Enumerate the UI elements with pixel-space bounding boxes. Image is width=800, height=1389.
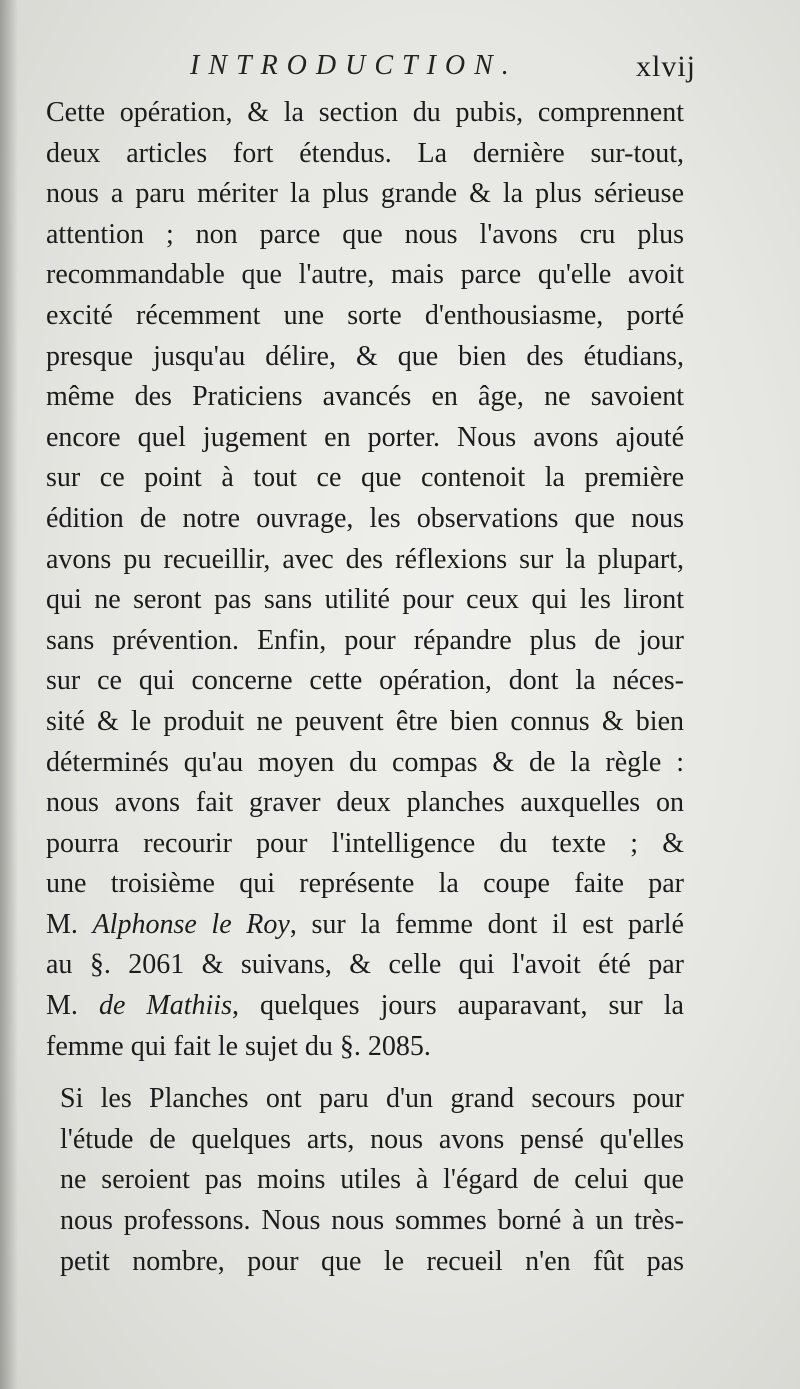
paragraph-2 (46, 1079, 684, 1282)
text-line: nous professons. Nous nous sommes borné à un très- (60, 1205, 684, 1237)
line-prefix: M. (46, 990, 99, 1022)
text-line: même des Praticiens avancés en âge, ne savoient (46, 381, 684, 413)
text-line: au §. 2061 & suivans, & celle qui l'avoit été par (46, 949, 684, 981)
text-line (46, 986, 684, 1027)
text-line: encore quel jugement en porter. Nous avons ajouté (46, 421, 684, 453)
text-line: sans prévention. Enfin, pour répandre plus de jour (46, 624, 684, 656)
text-line (46, 905, 684, 946)
text-line: pourra recourir pour l'intelligence du texte ; & (46, 827, 684, 859)
text-line: qui ne seront pas sans utilité pour ceux qui les liront (46, 584, 684, 616)
text-line: ne seroient pas moins utiles à l'égard de celui que (60, 1164, 684, 1196)
page-number: xlvij (635, 50, 696, 83)
person-name-italic: Alphonse le Roy (92, 908, 290, 940)
person-name-italic: de Mathiis (98, 990, 232, 1022)
line-suffix: , quelques jours auparavant, sur la (231, 990, 684, 1022)
text-line: recommandable que l'autre, mais parce qu'elle avoit (46, 259, 684, 291)
text-line: Si les Planches ont paru d'un grand secours pour (60, 1083, 684, 1115)
text-line: déterminés qu'au moyen du compas & de la règle : (46, 746, 684, 778)
paragraph-1 (46, 93, 684, 1067)
text-line: nous a paru mériter la plus grande & la plus sérieuse (46, 178, 684, 210)
line-prefix: M. (46, 908, 93, 940)
text-line: l'étude de quelques arts, nous avons pensé qu'elles (60, 1123, 684, 1155)
text-line: Cette opération, & la section du pubis, comprennent (46, 97, 684, 128)
running-head: INTRODUCTION. (190, 50, 518, 81)
text-line: presque jusqu'au délire, & que bien des étudians, (46, 340, 684, 372)
text-line: petit nombre, pour que le recueil n'en fût pas (60, 1245, 684, 1277)
text-line: une troisième qui représente la coupe faite par (46, 868, 684, 900)
text-line: avons pu recueillir, avec des réflexions sur la plupart, (46, 543, 684, 575)
text-line: excité récemment une sorte d'enthousiasme, porté (46, 299, 684, 331)
text-line: nous avons fait graver deux planches auxquelles on (46, 787, 684, 819)
text-line: sité & le produit ne peuvent être bien connus & bien (46, 705, 684, 737)
text-line: sur ce point à tout ce que contenoit la première (46, 462, 684, 494)
text-line: deux articles fort étendus. La dernière sur-tout, (46, 137, 684, 169)
text-line: sur ce qui concerne cette opération, dont la néces- (46, 665, 684, 697)
text-line: édition de notre ouvrage, les observations que nous (46, 502, 684, 534)
line-suffix: , sur la femme dont il est parlé (289, 908, 684, 940)
page-gutter-shadow (0, 0, 18, 1389)
text-line: attention ; non parce que nous l'avons cru plus (46, 218, 684, 250)
body-text (46, 93, 684, 1282)
page-header (0, 50, 800, 90)
text-line: femme qui fait le sujet du §. 2085. (46, 1030, 431, 1062)
